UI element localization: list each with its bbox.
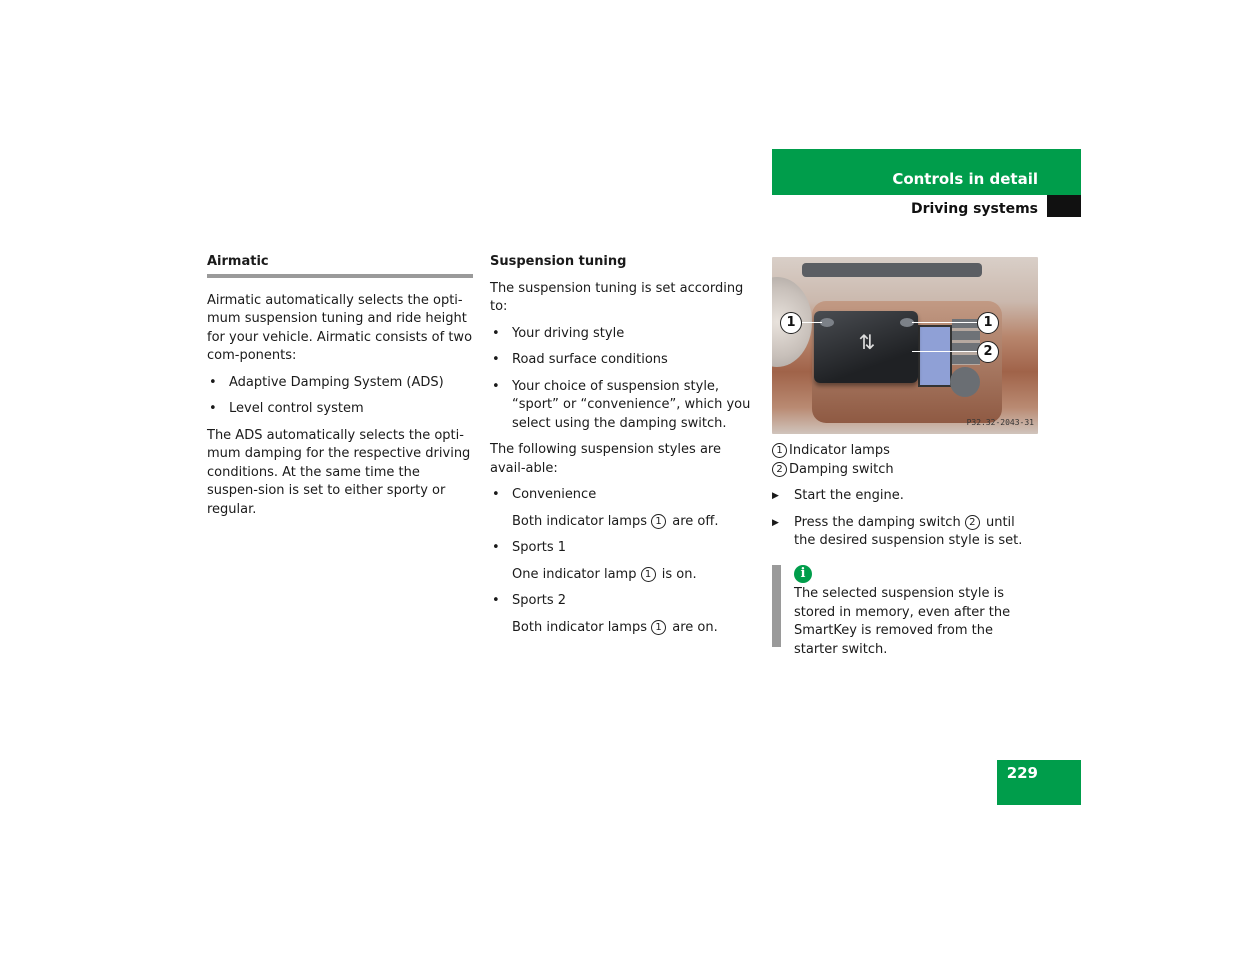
info-note (772, 565, 1038, 660)
list-item: • Level control system (207, 400, 473, 419)
callout-line (912, 322, 978, 323)
style-description (490, 513, 756, 532)
step-press-switch (772, 514, 1038, 551)
callout-2: 2 (977, 341, 999, 363)
callout-ref: 1 (651, 514, 666, 529)
callout-ref: 2 (965, 515, 980, 530)
step-text: Press the damping switch (794, 514, 961, 530)
style-name: • Sports 1 (490, 539, 756, 558)
suspension-icon: ⇅ (858, 330, 876, 354)
step-text: Start the engine. (794, 488, 904, 503)
note-text: The selected suspension style is stored in memory, even after the SmartKey is removed from the starter switch. (794, 586, 1011, 657)
damping-switch-photo (772, 257, 1038, 434)
suspension-intro: The suspension tuning is set according to: (490, 280, 744, 314)
step-text: until the desired suspension style is set. (794, 514, 1023, 548)
column-airmatic (207, 253, 473, 519)
style-description (490, 566, 756, 585)
figure-code: P32.32-2043-31 (966, 417, 1034, 427)
header-marker (1047, 195, 1081, 217)
keypad (952, 319, 980, 365)
display-screen (918, 325, 952, 387)
desc-text: Both indicator lamps (512, 619, 647, 635)
callout-ref: 1 (772, 443, 787, 458)
desc-text: are on. (672, 619, 718, 635)
callout-ref: 1 (651, 620, 666, 635)
callout-line (802, 322, 822, 323)
heading-rule (207, 274, 473, 278)
note-bar (772, 565, 781, 647)
column-procedure (772, 257, 1038, 659)
info-icon: i (794, 565, 812, 583)
list-item: • Road surface conditions (490, 351, 756, 370)
list-item: • Adaptive Damping System (ADS) (207, 374, 473, 393)
page-number: 229 (1006, 764, 1038, 782)
desc-text: are off. (672, 513, 719, 529)
button-strip (802, 263, 982, 277)
legend (772, 442, 1038, 479)
legend-item (772, 442, 1038, 461)
style-name: • Convenience (490, 486, 756, 505)
desc-text: One indicator lamp (512, 566, 637, 582)
callout-1-right: 1 (977, 312, 999, 334)
airmatic-heading: Airmatic (207, 254, 269, 269)
legend-item (772, 461, 1038, 480)
list-item: • Your choice of suspension style, “sport” or “convenience”, which you select using the damping switch. (490, 378, 756, 434)
airmatic-intro: Airmatic automatically selects the opti-mum suspension tuning and ride height for your vehicle. Airmatic consists of two com-ponents: (207, 292, 473, 363)
ads-paragraph: The ADS automatically selects the opti-mum damping for the respective driving conditions. At the same time the suspen-sion is set to either sporty or regular. (207, 427, 471, 517)
step-start-engine (772, 487, 1038, 506)
callout-line (912, 351, 978, 352)
callout-ref: 1 (641, 567, 656, 582)
indicator-lamp-left (820, 318, 834, 327)
legend-label: Damping switch (789, 461, 894, 477)
desc-text: Both indicator lamps (512, 513, 647, 529)
suspension-heading: Suspension tuning (490, 254, 627, 269)
column-suspension-tuning (490, 253, 756, 637)
control-knob (950, 367, 980, 397)
styles-intro: The following suspension styles are avail-able: (490, 442, 721, 476)
section-title: Controls in detail (892, 170, 1038, 188)
desc-text: is on. (661, 566, 697, 582)
subsection-title: Driving systems (910, 201, 1038, 217)
legend-label: Indicator lamps (789, 443, 890, 458)
style-description (490, 619, 756, 638)
style-name: • Sports 2 (490, 592, 756, 611)
list-item: • Your driving style (490, 325, 756, 344)
callout-ref: 2 (772, 462, 787, 477)
callout-1-left: 1 (780, 312, 802, 334)
